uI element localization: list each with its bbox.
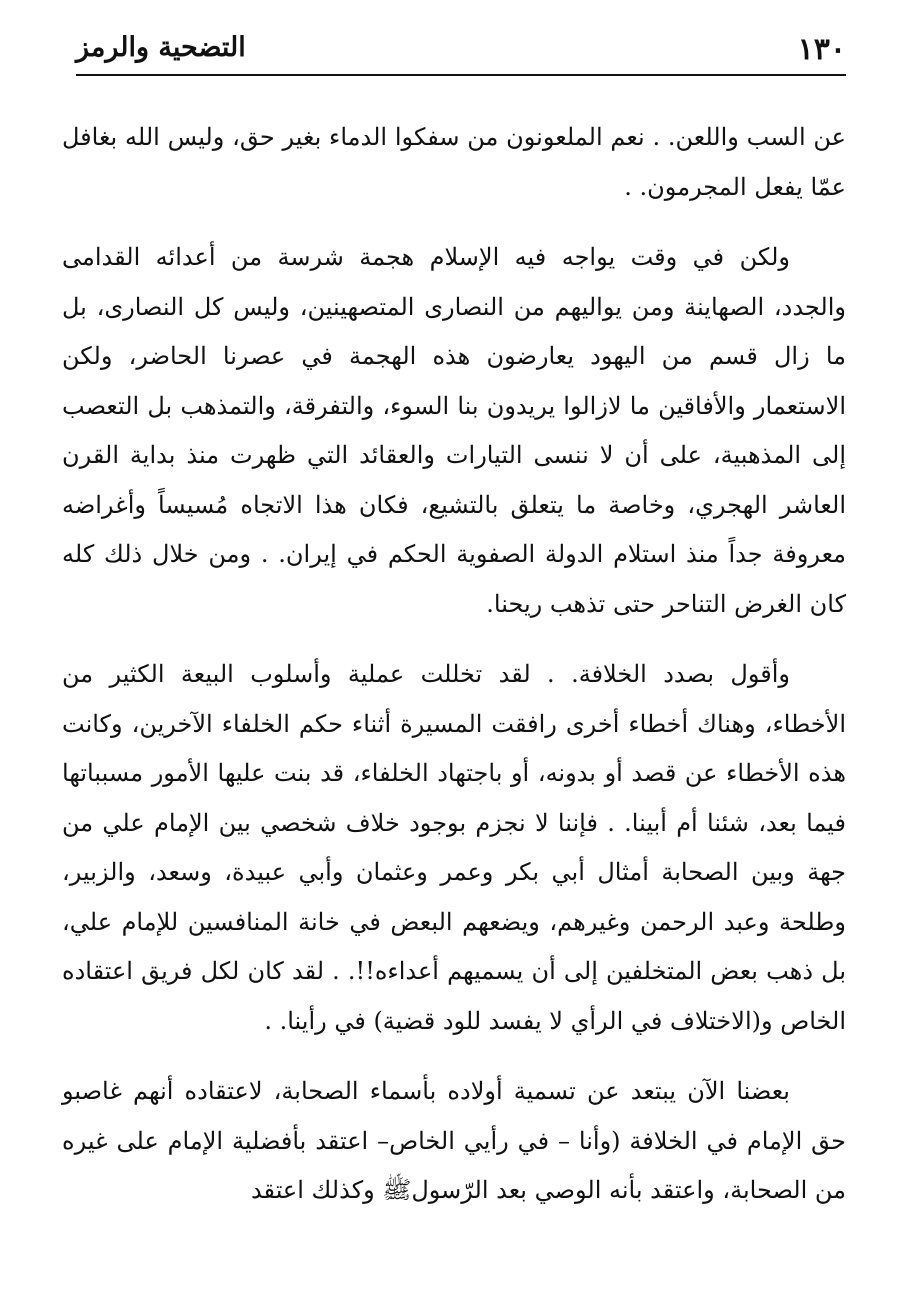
running-header [76, 28, 846, 76]
body-text [62, 113, 846, 1237]
paragraph: وأقول بصدد الخلافة. . لقد تخللت عملية وأسلوب البيعة الكثير من الأخطاء، وهناك أخطاء أخرى رافقت المسيرة أثناء حكم الخلفاء الآخرين، وكانت هذه الأخطاء عن قصد أو بدونه، أو باجتهاد الخلفاء، قد بنت عليها الأمور مسبباتها فيما بعد، شئنا أم أبينا. . فإننا لا نجزم بوجود خلاف شخصي بين الإمام علي من جهة وبين الصحابة أمثال أبي بكر وعمر وعثمان وأبي عبيدة، وسعد، والزبير، وطلحة وعبد الرحمن وغيرهم، ويضعهم البعض في خانة المنافسين للإمام علي، بل ذهب بعض المتخلفين إلى أن يسميهم أعداءه!!. . لقد كان لكل فريق اعتقاده الخاص و(الاختلاف في الرأي لا يفسد للود قضية) في رأينا. . [62, 660, 846, 1035]
paragraph: عن السب واللعن. . نعم الملعونون من سفكوا الدماء بغير حق، وليس الله بغافل عمّا يفعل المجرمون. . [62, 123, 846, 201]
book-title: التضحية والرمز [76, 32, 246, 63]
page-number: ١٣٠ [797, 32, 846, 67]
paragraph: ولكن في وقت يواجه فيه الإسلام هجمة شرسة من أعدائه القدامى والجدد، الصهاينة ومن يواليهم من النصارى المتصهينين، وليس كل النصارى، بل ما زال قسم من اليهود يعارضون هذه الهجمة في عصرنا الحاضر، ولكن الاستعمار والأفاقين ما لازالوا يريدون بنا السوء، والتفرقة، والتمذهب بل التعصب إلى المذهبية، على أن لا ننسى التيارات والعقائد التي ظهرت منذ بداية القرن العاشر الهجري، وخاصة ما يتعلق بالتشيع، فكان هذا الاتجاه مُسيساً وأغراضه معروفة جداً منذ استلام الدولة الصفوية الحكم في إيران. . ومن خلال ذلك كله كان الغرض التناحر حتى تذهب ريحنا. [62, 243, 846, 618]
paragraph: بعضنا الآن يبتعد عن تسمية أولاده بأسماء الصحابة، لاعتقاده أنهم غاصبو حق الإمام في الخلافة (وأنا – في رأيي الخاص– اعتقد بأفضلية الإمام على غيره من الصحابة، واعتقد بأنه الوصي بعد الرّسولﷺ وكذلك اعتقد [62, 1077, 846, 1204]
